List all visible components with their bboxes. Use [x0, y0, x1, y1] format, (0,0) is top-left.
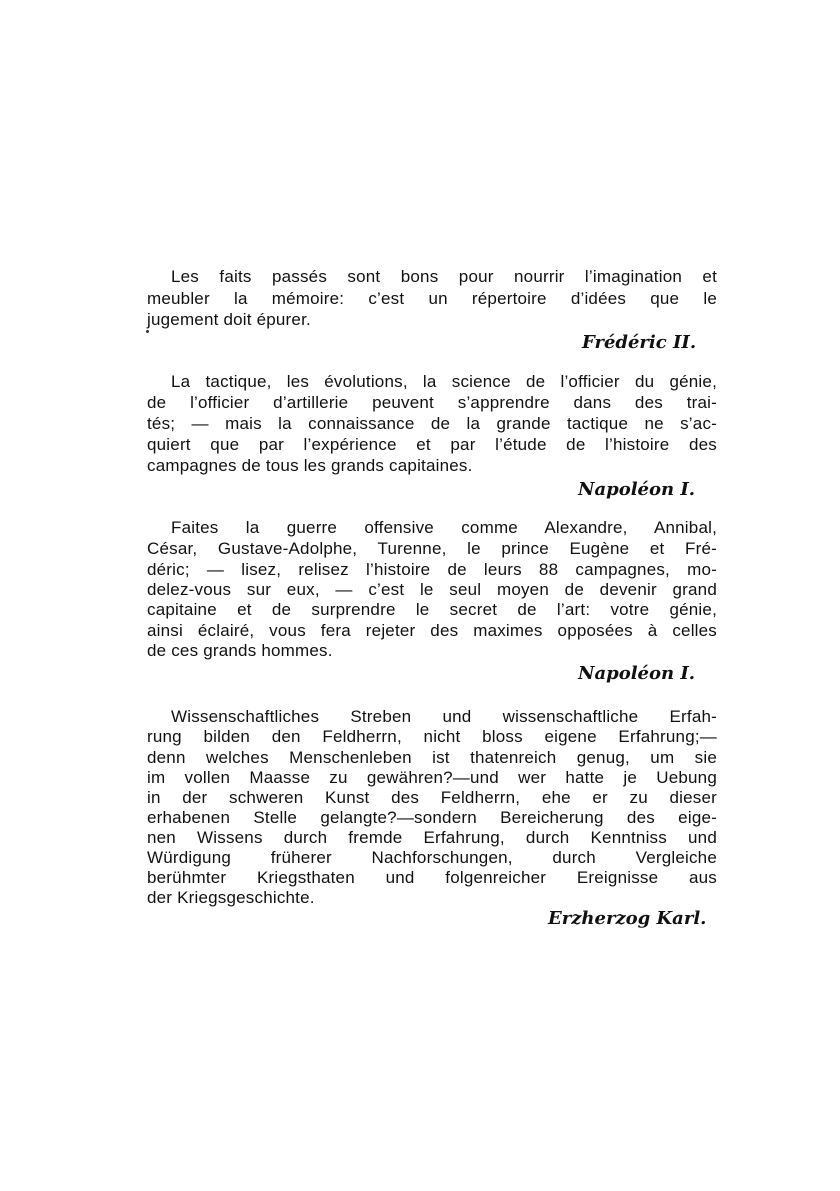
- quote-1-line-1: Les faits passés sont bons pour nourrir l’imagination et: [171, 267, 717, 286]
- quote-3-line-7: de ces grands hommes.: [147, 641, 333, 660]
- quote-4-line-6: erhabenen Stelle gelangte?—sondern Bereicherung des eige-: [147, 808, 717, 827]
- quote-3-line-3: déric; — lisez, relisez l’histoire de leurs 88 campagnes, mo-: [147, 560, 717, 579]
- stray-dot: [146, 330, 149, 333]
- quote-3-author: Napoléon I.: [578, 663, 696, 684]
- quote-2-line-5: campagnes de tous les grands capitaines.: [147, 456, 473, 475]
- quote-3-line-2: César, Gustave-Adolphe, Turenne, le prince Eugène et Fré-: [147, 539, 717, 558]
- quote-4-line-10: der Kriegsgeschichte.: [147, 888, 315, 907]
- quote-3-line-1: Faites la guerre offensive comme Alexandre, Annibal,: [171, 518, 717, 537]
- quote-3-line-5: capitaine et de surprendre le secret de l’art: votre génie,: [147, 600, 717, 619]
- quote-2-line-1: La tactique, les évolutions, la science de l’officier du génie,: [171, 372, 717, 391]
- quote-2-line-2: de l’officier d’artillerie peuvent s’apprendre dans des trai-: [147, 393, 717, 412]
- quote-4-author: Erzherzog Karl.: [548, 908, 707, 929]
- quote-3-line-4: delez-vous sur eux, — c’est le seul moyen de devenir grand: [147, 580, 717, 599]
- quote-3-line-6: ainsi éclairé, vous fera rejeter des maximes opposées à celles: [147, 621, 717, 640]
- quote-1-author: Frédéric II.: [582, 332, 697, 353]
- quote-2-line-4: quiert que par l’expérience et par l’étude de l’histoire des: [147, 435, 717, 454]
- quote-2-author: Napoléon I.: [578, 479, 696, 500]
- quote-4-line-7: nen Wissens durch fremde Erfahrung, durch Kenntniss und: [147, 828, 717, 847]
- quote-4-line-5: in der schweren Kunst des Feldherrn, ehe er zu dieser: [147, 788, 717, 807]
- quote-4-line-2: rung bilden den Feldherrn, nicht bloss eigene Erfahrung;—: [147, 727, 717, 746]
- quote-4-line-4: im vollen Maasse zu gewähren?—und wer hatte je Uebung: [147, 768, 717, 787]
- quote-2-line-3: tés; — mais la connaissance de la grande tactique ne s’ac-: [147, 414, 717, 433]
- quote-4-line-3: denn welches Menschenleben ist thatenreich genug, um sie: [147, 748, 717, 767]
- quote-4-line-1: Wissenschaftliches Streben und wissenschaftliche Erfah-: [171, 707, 717, 726]
- quote-4-line-8: Würdigung früherer Nachforschungen, durch Vergleiche: [147, 848, 717, 867]
- quote-4-line-9: berühmter Kriegsthaten und folgenreicher Ereignisse aus: [147, 868, 717, 887]
- quote-1-line-2: meubler la mémoire: c’est un répertoire d’idées que le: [147, 289, 717, 308]
- quote-1-line-3: jugement doit épurer.: [147, 310, 311, 329]
